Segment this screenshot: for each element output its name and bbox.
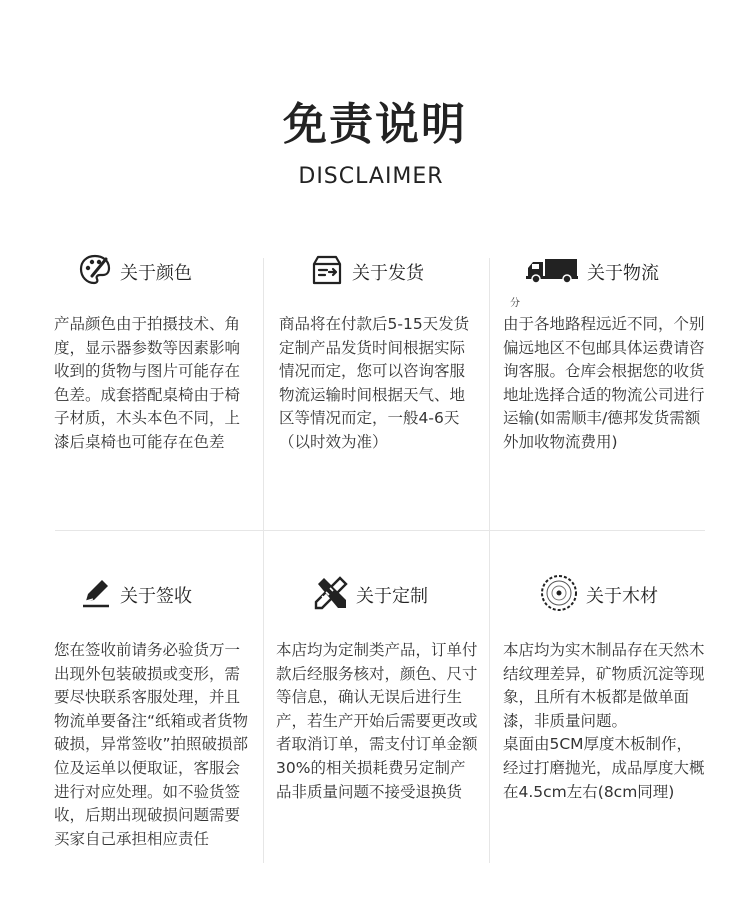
divider-horizontal	[55, 530, 705, 531]
section-receipt-title: 关于签收	[120, 586, 192, 607]
section-custom-text: 本店均为定制类产品，订单付款后经服务核对，颜色、尺寸等信息，确认无误后进行生产，若生产开始后需要更改或者取消订单，需支付订单金额30%的相关损耗费另定制产品非质量问题不接受退换货	[276, 641, 478, 801]
wood-grain-icon	[540, 574, 578, 616]
section-shipping-title: 关于发货	[352, 263, 424, 284]
palette-icon	[78, 253, 112, 291]
disclaimer-title: 免责说明	[283, 99, 467, 150]
section-receipt-text: 您在签收前请务必验货万一出现外包装破损或变形，需要尽快联系客服处理，并且物流单要备注“纸箱或者货物破损，异常签收”拍照破损部位及运单以便取证，客服会进行对应处理。如不验货签收，后期出现破损问题需要买家自己承担相应责任	[54, 641, 249, 848]
section-color-text: 产品颜色由于拍摄技术、角度，显示器参数等因素影响收到的货物与图片可能存在色差。成套搭配桌椅由于椅子材质，木头本色不同，上漆后桌椅也可能存在色差	[54, 315, 241, 451]
section-logistics-heading	[525, 252, 659, 292]
divider-vertical-2	[489, 258, 490, 863]
section-shipping-text: 商品将在付款后5-15天发货定制产品发货时间根据实际情况而定，您可以咨询客服物流运输时间根据天气、地区等情况而定，一般4-6天（以时效为准）	[279, 315, 470, 451]
section-wood-heading	[540, 575, 658, 615]
divider-vertical-1	[263, 258, 264, 863]
section-shipping-heading	[310, 252, 424, 292]
pen-icon	[80, 577, 112, 613]
section-color-title: 关于颜色	[120, 263, 192, 284]
section-logistics-title: 关于物流	[587, 263, 659, 284]
delivery-box-icon	[310, 254, 344, 290]
section-wood-text: 本店均为实木制品存在天然木结纹理差异，矿物质沉淀等现象，且所有木板都是做单面漆，非质量问题。 桌面由5CM厚度木板制作，经过打磨抛光，成品厚度大概在4.5cm左右(8cm同理)	[503, 641, 705, 801]
truck-icon	[525, 255, 579, 289]
section-wood-title: 关于木材	[586, 586, 658, 607]
section-color-heading	[78, 252, 192, 292]
section-custom-title: 关于定制	[356, 586, 428, 607]
disclaimer-subtitle: DISCLAIMER	[298, 164, 444, 189]
section-custom-heading	[314, 575, 428, 615]
section-logistics-note: 分	[510, 298, 520, 309]
section-receipt-heading	[80, 575, 192, 615]
edit-tools-icon	[314, 576, 348, 614]
section-logistics-text: 由于各地路程远近不同，个别偏远地区不包邮具体运费请咨询客服。仓库会根据您的收货地址选择合适的物流公司进行运输(如需顺丰/德邦发货需额外加收物流费用)	[503, 315, 705, 451]
